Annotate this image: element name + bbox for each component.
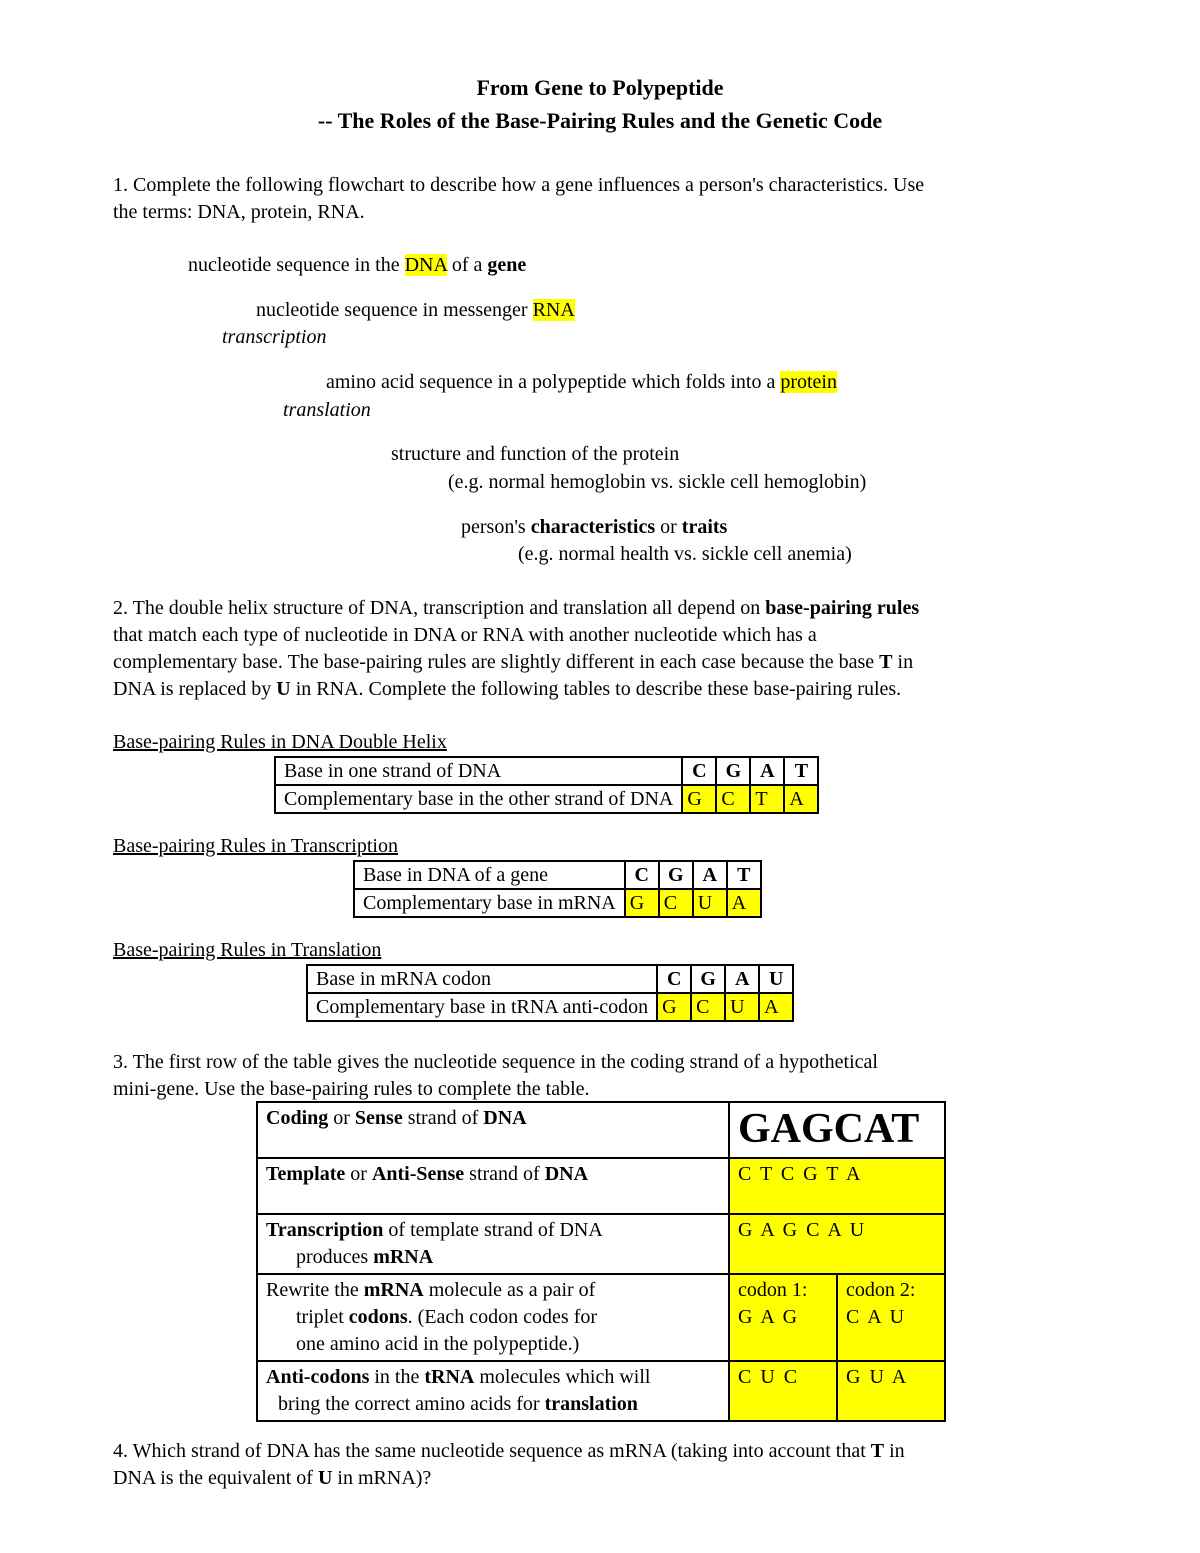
- page-subtitle: -- The Roles of the Base-Pairing Rules and the Genetic Code: [317, 108, 883, 133]
- answer-protein: protein: [780, 371, 837, 393]
- table-caption-dna-helix: Base-pairing Rules in DNA Double Helix: [113, 731, 447, 753]
- codon-1-cell: codon 1: G A G: [729, 1274, 837, 1361]
- q3-line-1: 3. The first row of the table gives the nucleotide sequence in the coding strand of a hypothetical: [113, 1051, 878, 1073]
- table-row: [257, 1158, 945, 1214]
- row-label: Anti-codons in the tRNA molecules which will bring the correct amino acids for translation: [257, 1361, 729, 1421]
- anticodon-2-cell: G U A: [837, 1361, 945, 1421]
- q4-line-2: DNA is the equivalent of U in mRNA)?: [113, 1467, 432, 1489]
- table-row: Base in mRNA codon C G A U: [307, 965, 793, 993]
- q4-line-1: 4. Which strand of DNA has the same nucleotide sequence as mRNA (taking into account that T in: [113, 1440, 905, 1462]
- mrna-value: G A G C A U: [729, 1214, 945, 1274]
- flow-step-4: structure and function of the protein: [391, 443, 680, 465]
- q1-line-2: the terms: DNA, protein, RNA.: [113, 201, 365, 223]
- table-row: Complementary base in the other strand of DNA G C T A: [275, 785, 818, 813]
- anticodon-1-cell: C U C: [729, 1361, 837, 1421]
- flow-step-1: nucleotide sequence in the DNA of a gene: [188, 254, 527, 276]
- table-row: Complementary base in mRNA G C U A: [354, 889, 761, 917]
- table-row: Base in DNA of a gene C G A T: [354, 861, 761, 889]
- answer-rna: RNA: [532, 299, 575, 321]
- table-mini-gene: [256, 1101, 946, 1422]
- flow-step-5: person's characteristics or traits: [461, 516, 728, 538]
- row-label: Complementary base in mRNA: [354, 889, 625, 917]
- row-label: Template or Anti-Sense strand of DNA: [257, 1158, 729, 1214]
- table-row: [257, 1214, 945, 1274]
- q1-line-1: 1. Complete the following flowchart to describe how a gene influences a person's characteristics. Use: [113, 174, 925, 196]
- table-row: Complementary base in tRNA anti-codon G C U A: [307, 993, 793, 1021]
- table-caption-translation: Base-pairing Rules in Translation: [113, 939, 382, 961]
- flow-step-2: nucleotide sequence in messenger RNA: [256, 299, 575, 321]
- row-label: Coding or Sense strand of DNA: [257, 1102, 729, 1158]
- answer-dna: DNA: [404, 254, 447, 276]
- row-label: Rewrite the mRNA molecule as a pair of triplet codons. (Each codon codes for one amino acid in the polypeptide.): [257, 1274, 729, 1361]
- row-label: Base in mRNA codon: [307, 965, 657, 993]
- row-label: Base in DNA of a gene: [354, 861, 625, 889]
- flow-label-translation: translation: [283, 399, 371, 421]
- flow-step-3: amino acid sequence in a polypeptide which folds into a protein: [326, 371, 837, 393]
- table-translation: [306, 964, 794, 1022]
- row-label: Transcription of template strand of DNA produces mRNA: [257, 1214, 729, 1274]
- q2-line-1: 2. The double helix structure of DNA, transcription and translation all depend on base-pairing rules: [113, 597, 920, 619]
- table-dna-helix: [274, 756, 819, 814]
- flow-step-4-example: (e.g. normal hemoglobin vs. sickle cell hemoglobin): [448, 471, 867, 493]
- q2-line-2: that match each type of nucleotide in DNA or RNA with another nucleotide which has a: [113, 624, 817, 646]
- table-transcription: [353, 860, 762, 918]
- q3-line-2: mini-gene. Use the base-pairing rules to complete the table.: [113, 1078, 590, 1100]
- table-row: [257, 1274, 945, 1361]
- table-row: Base in one strand of DNA C G A T: [275, 757, 818, 785]
- row-label: Base in one strand of DNA: [275, 757, 682, 785]
- q2-line-4: DNA is replaced by U in RNA. Complete the following tables to describe these base-pairing rules.: [113, 678, 902, 700]
- table-row: [257, 1102, 945, 1158]
- table-caption-transcription: Base-pairing Rules in Transcription: [113, 835, 398, 857]
- flow-label-transcription: transcription: [222, 326, 327, 348]
- template-strand-value: C T C G T A: [729, 1158, 945, 1214]
- flow-step-5-example: (e.g. normal health vs. sickle cell anemia): [518, 543, 852, 565]
- q2-line-3: complementary base. The base-pairing rules are slightly different in each case because the base T in: [113, 651, 914, 673]
- codon-2-cell: codon 2: C A U: [837, 1274, 945, 1361]
- page-title: From Gene to Polypeptide: [476, 75, 724, 100]
- row-label: Complementary base in tRNA anti-codon: [307, 993, 657, 1021]
- table-row: [257, 1361, 945, 1421]
- row-label: Complementary base in the other strand of DNA: [275, 785, 682, 813]
- coding-strand-value: GAGCAT: [729, 1102, 945, 1158]
